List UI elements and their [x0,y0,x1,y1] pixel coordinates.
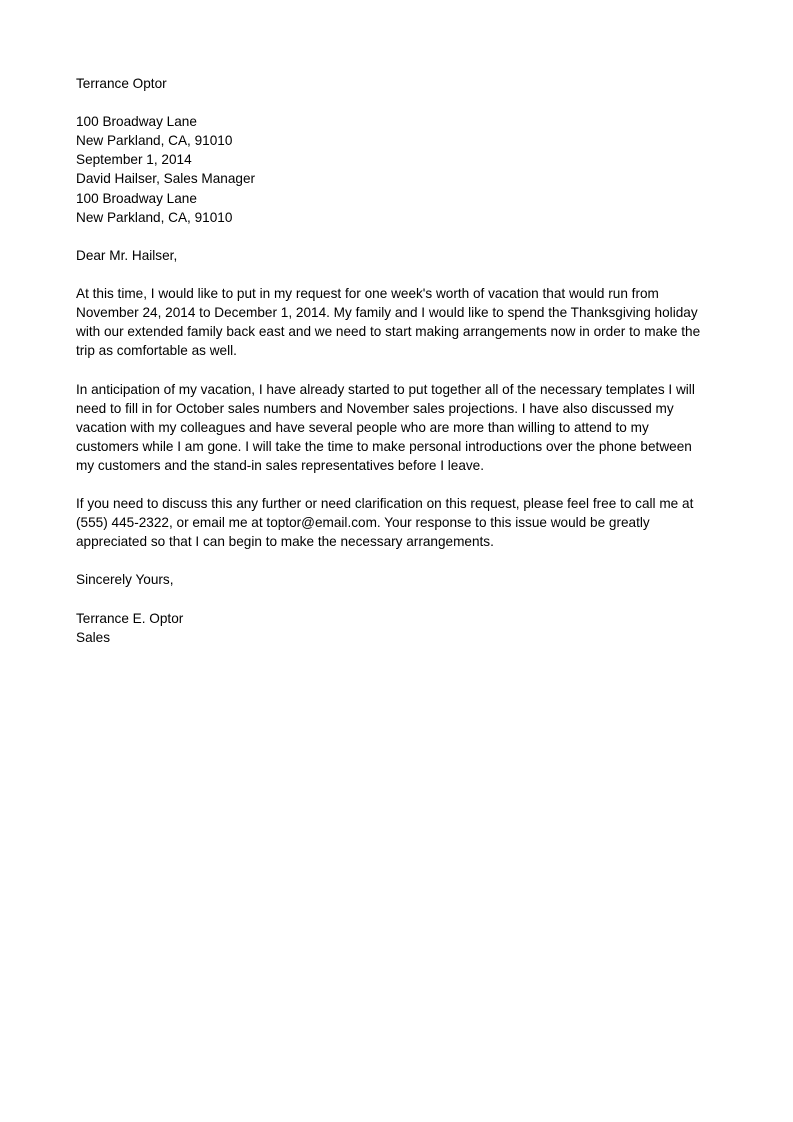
spacer [76,551,721,570]
paragraph-line: my customers and the stand-in sales representatives before I leave. [76,457,485,473]
body-paragraph-2 [76,380,721,475]
paragraph-line: vacation with my colleagues and have several people who are more than willing to attend to my [76,419,649,435]
recipient-city: New Parkland, CA, 91010 [76,209,233,225]
signature-title: Sales [76,629,111,645]
recipient-name: David Hailser, Sales Manager [76,171,256,187]
paragraph-line: November 24, 2014 to December 1, 2014. My family and I would like to spend the Thanksgiving holiday [76,305,698,321]
paragraph-line: (555) 445-2322, or email me at toptor@email.com. Your response to this issue would be greatly [76,515,650,531]
paragraph-line: In anticipation of my vacation, I have already started to put together all of the necessary templates I will [76,381,695,397]
paragraph-line: appreciated so that I can begin to make the necessary arrangements. [76,534,494,550]
paragraph-line: customers while I am gone. I will take the time to make personal introductions over the phone between [76,438,692,454]
spacer [76,265,721,284]
letter-page [76,74,721,647]
spacer [76,360,721,379]
spacer [76,93,721,112]
body-paragraph-3 [76,494,721,551]
body-paragraph-1 [76,284,721,360]
spacer [76,227,721,246]
letter-date: September 1, 2014 [76,152,192,168]
salutation: Dear Mr. Hailser, [76,247,178,263]
paragraph-line: with our extended family back east and we need to start making arrangements now in order to make the [76,324,701,340]
sender-city: New Parkland, CA, 91010 [76,133,233,149]
closing: Sincerely Yours, [76,572,174,588]
paragraph-line: need to fill in for October sales numbers and November sales projections. I have also discussed my [76,400,674,416]
paragraph-line: At this time, I would like to put in my request for one week's worth of vacation that would run from [76,286,659,302]
recipient-street: 100 Broadway Lane [76,190,197,206]
signature-name: Terrance E. Optor [76,610,184,626]
sender-street: 100 Broadway Lane [76,114,197,130]
address-block [76,112,721,227]
paragraph-line: trip as comfortable as well. [76,343,237,359]
spacer [76,475,721,494]
sender-name: Terrance Optor [76,76,167,91]
spacer [76,590,721,609]
paragraph-line: If you need to discuss this any further or need clarification on this request, please feel free to call me at [76,496,694,512]
